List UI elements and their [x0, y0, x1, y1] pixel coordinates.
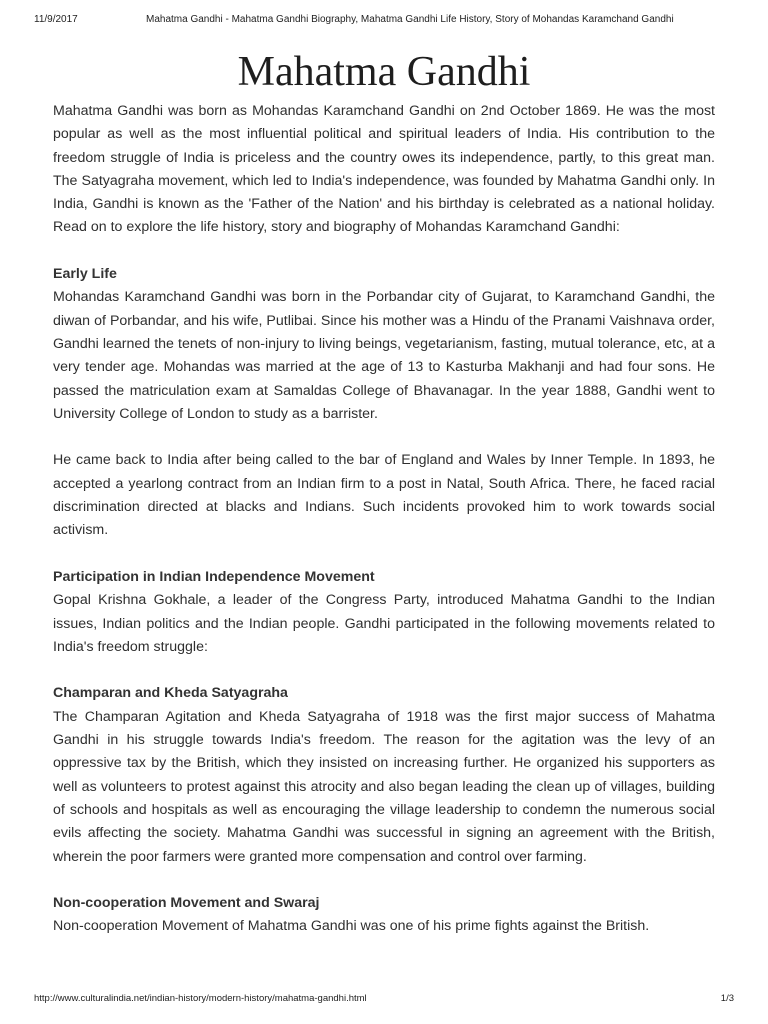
noncooperation-paragraph: Non-cooperation Movement of Mahatma Gandhi was one of his prime fights against the British. [53, 918, 650, 935]
spacer [53, 426, 715, 449]
spacer [53, 869, 715, 892]
print-doc-title: Mahatma Gandhi - Mahatma Gandhi Biography, Mahatma Gandhi Life History, Story of Mohandas Karamchand Gandhi [146, 14, 674, 25]
print-footer [34, 993, 734, 1005]
print-header [34, 14, 734, 26]
champaran-heading: Champaran and Kheda Satyagraha [53, 685, 288, 702]
intro-paragraph: Mahatma Gandhi was born as Mohandas Karamchand Gandhi on 2nd October 1869. He was the most popular as well as the most influential political and spiritual leaders of India. His contribution to the freedom struggle of India is priceless and the country owes its independence, partly, to this great man. The Satyagraha movement, which led to India's independence, was founded by Mahatma Gandhi only. In India, Gandhi is known as the 'Father of the Nation' and his birthday is celebrated as a national holiday. Read on to explore the life history, story and biography of Mohandas Karamchand Gandhi: [53, 103, 715, 236]
spacer [53, 543, 715, 566]
article-body [53, 100, 715, 984]
south-africa-paragraph: He came back to India after being called to the bar of England and Wales by Inner Temple. In 1893, he accepted a yearlong contract from an Indian firm to a post in Natal, South Africa. There, he faced racial discrimination directed at blacks and Indians. Such incidents provoked him to work towards social activism. [53, 452, 715, 539]
early-life-heading: Early Life [53, 266, 117, 283]
independence-heading: Participation in Indian Independence Movement [53, 568, 375, 585]
independence-paragraph: Gopal Krishna Gokhale, a leader of the Congress Party, introduced Mahatma Gandhi to the Indian issues, Indian politics and the Indian people. Gandhi participated in the following movements related to India's freedom struggle: [53, 592, 715, 655]
noncooperation-heading: Non-cooperation Movement and Swaraj [53, 895, 320, 912]
page-title: Mahatma Gandhi [237, 49, 531, 95]
spacer [53, 240, 715, 263]
page-number: 1/3 [720, 993, 734, 1004]
early-life-paragraph: Mohandas Karamchand Gandhi was born in the Porbandar city of Gujarat, to Karamchand Gandhi, the diwan of Porbandar, and his wife, Putlibai. Since his mother was a Hindu of the Pranami Vaishnava order, Gandhi learned the tenets of non-injury to living beings, vegetarianism, fasting, mutual tolerance, etc, at a very tender age. Mohandas was married at the age of 13 to Kasturba Makhanji and had four sons. He passed the matriculation exam at Samaldas College of Bhavanagar. In the year 1888, Gandhi went to University College of London to study as a barrister. [53, 289, 715, 422]
print-url: http://www.culturalindia.net/indian-history/modern-history/mahatma-gandhi.html [34, 993, 367, 1004]
print-date: 11/9/2017 [34, 14, 78, 25]
spacer [53, 659, 715, 682]
champaran-paragraph: The Champaran Agitation and Kheda Satyagraha of 1918 was the first major success of Mahatma Gandhi in his struggle towards India's freedom. The reason for the agitation was the levy of an oppressive tax by the British, which they insisted on increasing further. He organized his supporters as well as volunteers to protest against this atrocity and also began leading the clean up of villages, building of schools and hospitals as well as encouraging the village leadership to condemn the numerous social evils affecting the society. Mahatma Gandhi was successful in signing an agreement with the British, wherein the poor farmers were granted more compensation and control over farming. [53, 708, 715, 865]
